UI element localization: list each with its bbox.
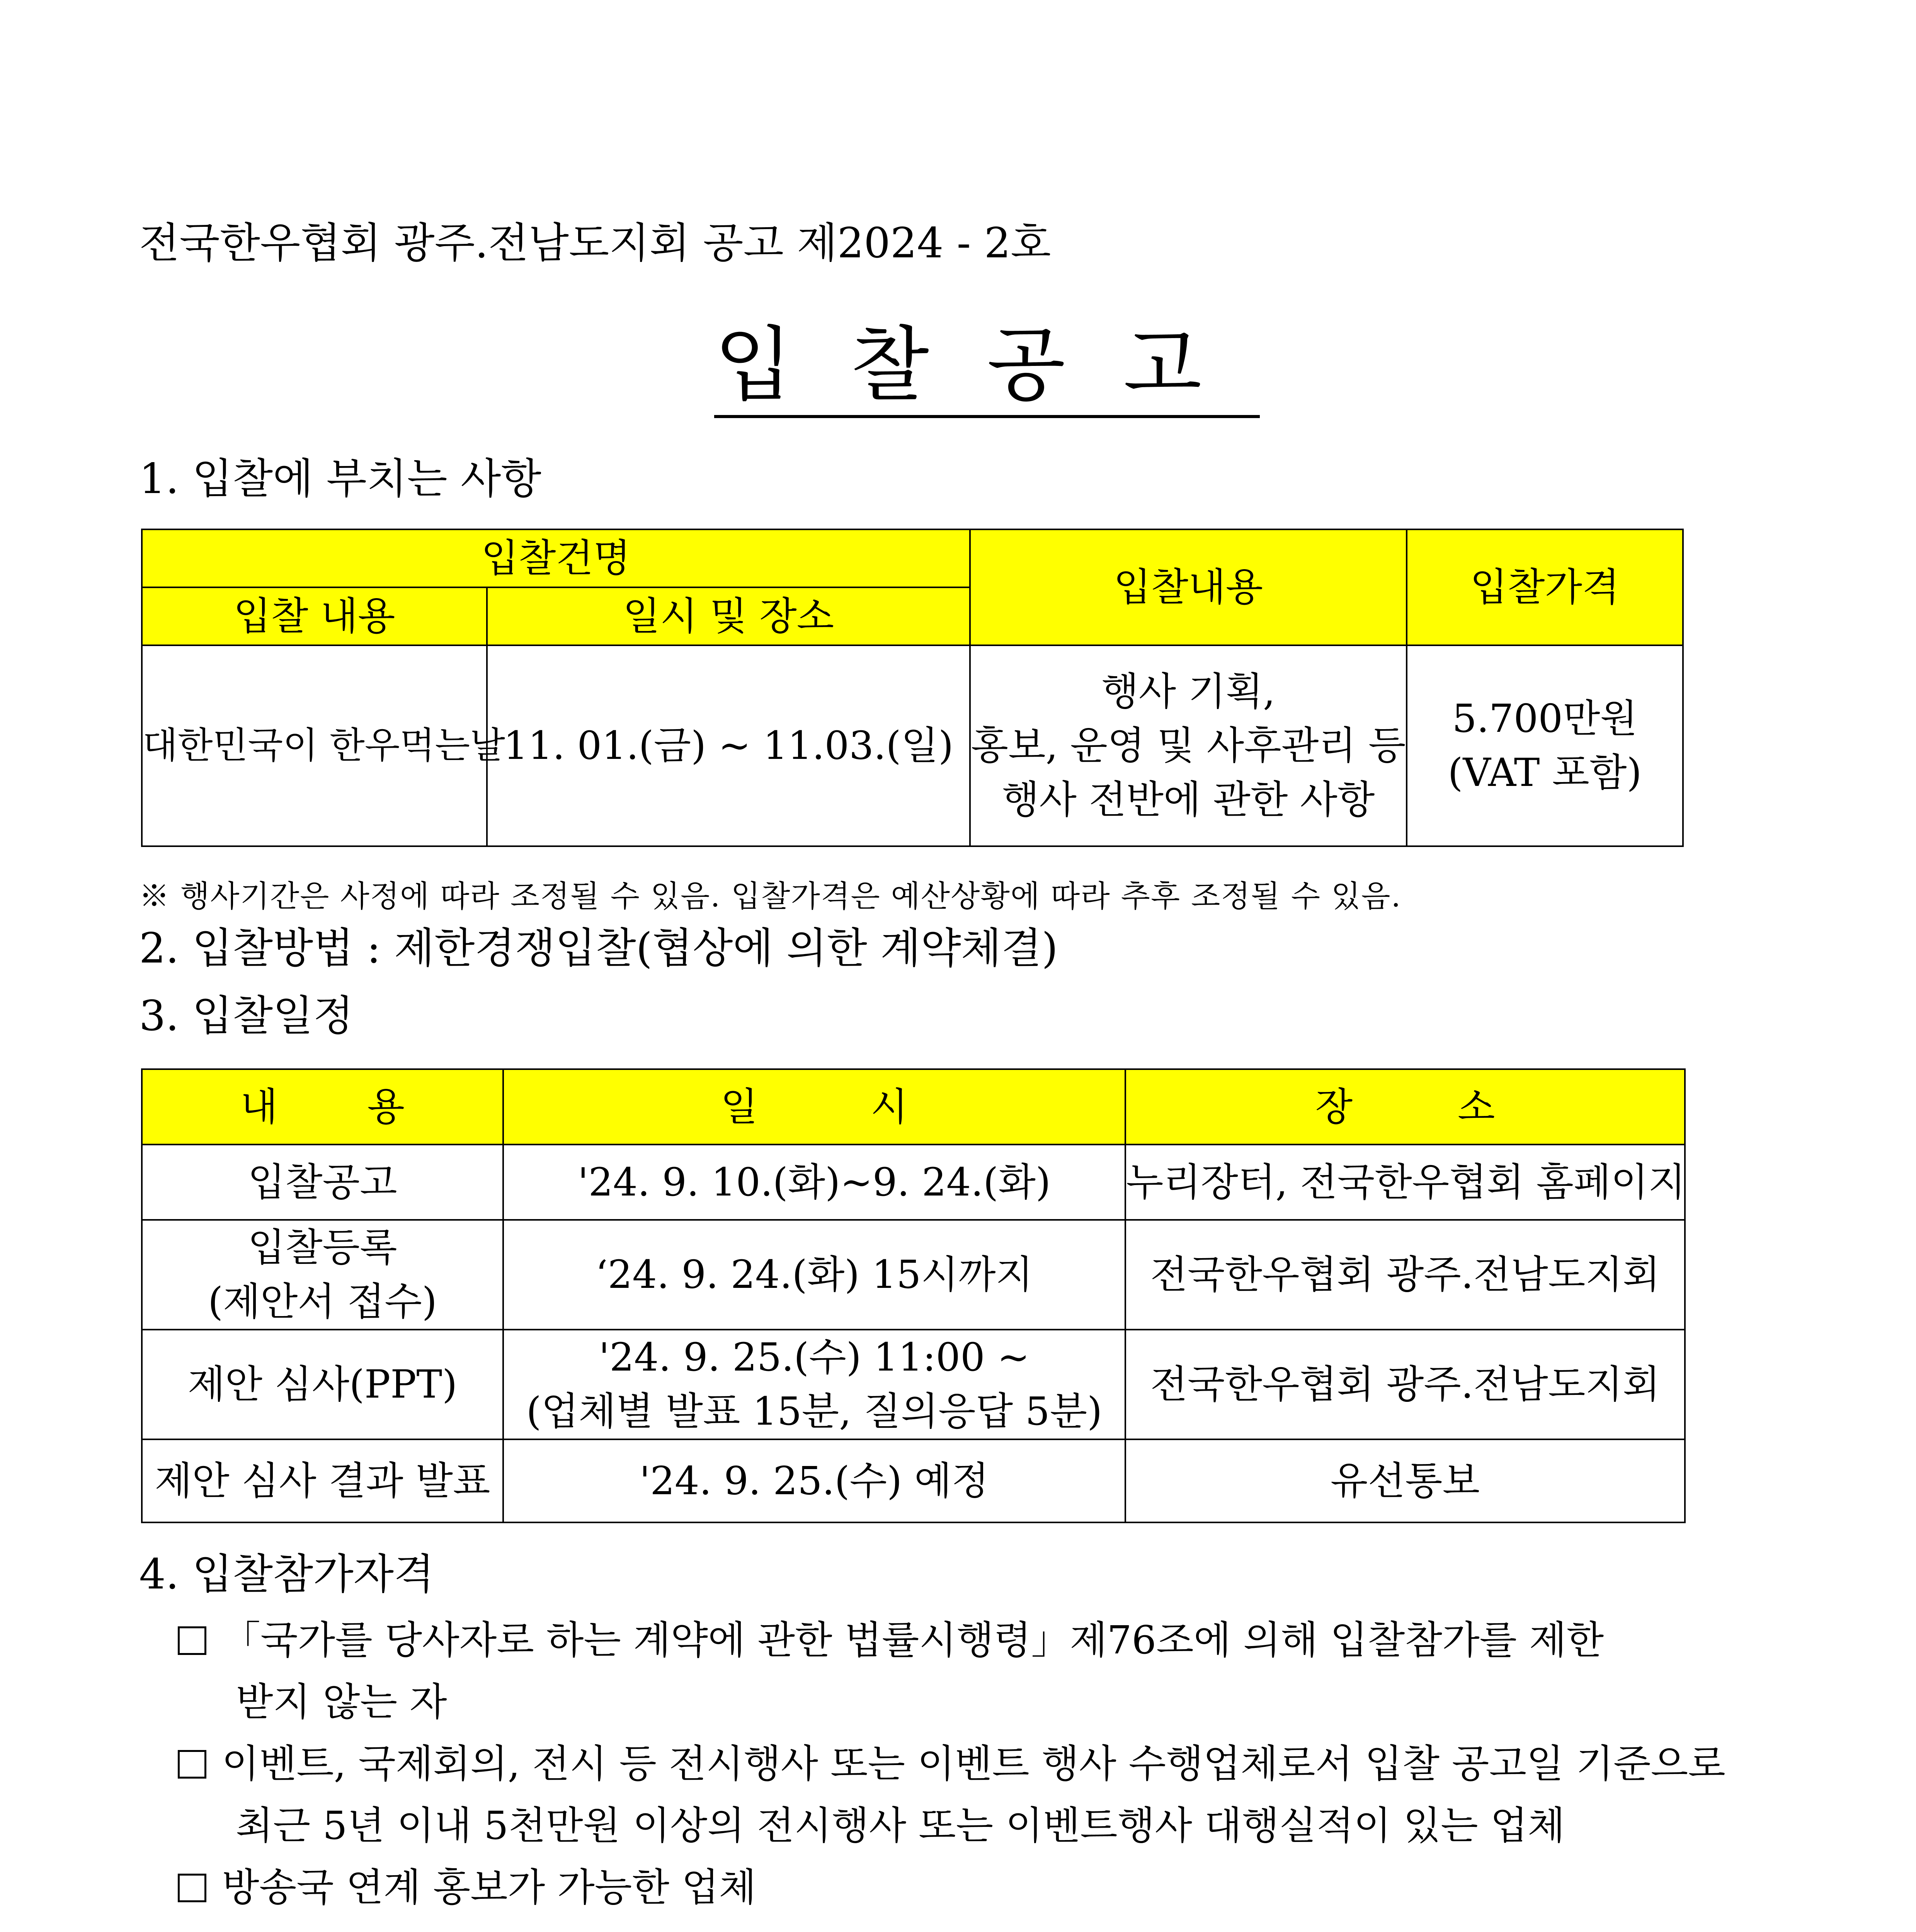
cell-price xyxy=(1407,645,1683,846)
table-row xyxy=(142,1330,1685,1439)
header-bid-name: 입찰건명 xyxy=(142,529,970,587)
notice-number: 전국한우협회 광주.전남도지회 공고 제2024 - 2호 xyxy=(139,219,1051,267)
table-row xyxy=(142,1439,1685,1522)
header-bid-content: 입찰 내용 xyxy=(142,587,487,645)
section-4-heading: 4. 입찰참가자격 xyxy=(139,1550,434,1599)
row-4-place: 유선통보 xyxy=(1125,1439,1685,1522)
section-2-heading: 2. 입찰방법 : 제한경쟁입찰(협상에 의한 계약체결) xyxy=(139,924,1058,973)
row-2-place: 전국한우협회 광주.전남도지회 xyxy=(1125,1220,1685,1330)
header-bid-price: 입찰가격 xyxy=(1407,529,1683,645)
qualification-2-line-2: 최근 5년 이내 5천만원 이상의 전시행사 또는 이벤트행사 대행실적이 있는 업체 xyxy=(236,1803,1565,1848)
header-datetime-place: 일시 및 장소 xyxy=(487,587,970,645)
section-3-heading: 3. 입찰일정 xyxy=(139,992,354,1040)
page-title: 입찰공고 xyxy=(714,317,1259,418)
checkbox-icon xyxy=(178,1626,206,1655)
qualification-1-line-2: 받지 않는 자 xyxy=(236,1679,447,1725)
row-2-item xyxy=(142,1220,503,1330)
row-3-date-line-2: (업체별 발표 15분, 질의응답 5분) xyxy=(526,1389,1103,1434)
qualification-1-line-1: 「국가를 당사자로 하는 계약에 관한 법률시행령」제76조에 의해 입찰참가를 제한 xyxy=(222,1617,1604,1663)
row-2-date: ‘24. 9. 24.(화) 15시까지 xyxy=(503,1220,1125,1330)
qualification-item xyxy=(178,1861,756,1915)
row-1-place: 누리장터, 전국한우협회 홈페이지 xyxy=(1125,1145,1685,1220)
price-line-2: (VAT 포함) xyxy=(1448,750,1642,795)
row-2-item-line-1: 입찰등록 xyxy=(248,1225,397,1270)
qualification-item xyxy=(178,1737,1725,1791)
section-1-heading: 1. 입찰에 부치는 사항 xyxy=(139,455,541,503)
cell-datetime: 11. 01.(금) ~ 11.03.(일) xyxy=(487,645,970,846)
details-line-3: 행사 전반에 관한 사항 xyxy=(1002,777,1375,822)
row-3-place: 전국한우협회 광주.전남도지회 xyxy=(1125,1330,1685,1439)
row-4-item: 제안 심사 결과 발표 xyxy=(142,1439,503,1522)
header-item: 내 용 xyxy=(142,1069,503,1145)
qualification-2-line-1: 이벤트, 국제회의, 전시 등 전시행사 또는 이벤트 행사 수행업체로서 입찰 공고일 기준으로 xyxy=(222,1741,1725,1786)
cell-details xyxy=(970,645,1407,846)
table-row xyxy=(142,1145,1685,1220)
row-4-date: '24. 9. 25.(수) 예정 xyxy=(503,1439,1125,1522)
title-container xyxy=(0,317,1916,418)
row-1-date: '24. 9. 10.(화)~9. 24.(화) xyxy=(503,1145,1125,1220)
table-row xyxy=(142,1220,1685,1330)
qualification-item xyxy=(178,1613,1604,1667)
header-date: 일 시 xyxy=(503,1069,1125,1145)
details-line-2: 홍보, 운영 및 사후관리 등 xyxy=(971,723,1406,768)
details-line-1: 행사 기획, xyxy=(1101,669,1275,714)
checkbox-icon xyxy=(178,1750,206,1779)
header-place: 장 소 xyxy=(1125,1069,1685,1145)
row-3-item: 제안 심사(PPT) xyxy=(142,1330,503,1439)
row-3-date-line-1: '24. 9. 25.(수) 11:00 ~ xyxy=(599,1335,1030,1380)
checkbox-icon xyxy=(178,1874,206,1902)
row-3-date xyxy=(503,1330,1125,1439)
row-2-item-line-2: (제안서 접수) xyxy=(208,1279,437,1324)
header-bid-details: 입찰내용 xyxy=(970,529,1407,645)
qualification-3-line-1: 방송국 연계 홍보가 가능한 업체 xyxy=(222,1865,756,1910)
row-1-item: 입찰공고 xyxy=(142,1145,503,1220)
price-line-1: 5.700만원 xyxy=(1452,696,1638,741)
bid-items-table xyxy=(141,529,1684,847)
section-1-note: ※ 행사기간은 사정에 따라 조정될 수 있음. 입찰가격은 예산상황에 따라 추후 조정될 수 있음. xyxy=(139,879,1402,914)
cell-bid-content: 대한민국이 한우먹는날 xyxy=(142,645,487,846)
bid-schedule-table xyxy=(141,1068,1686,1523)
